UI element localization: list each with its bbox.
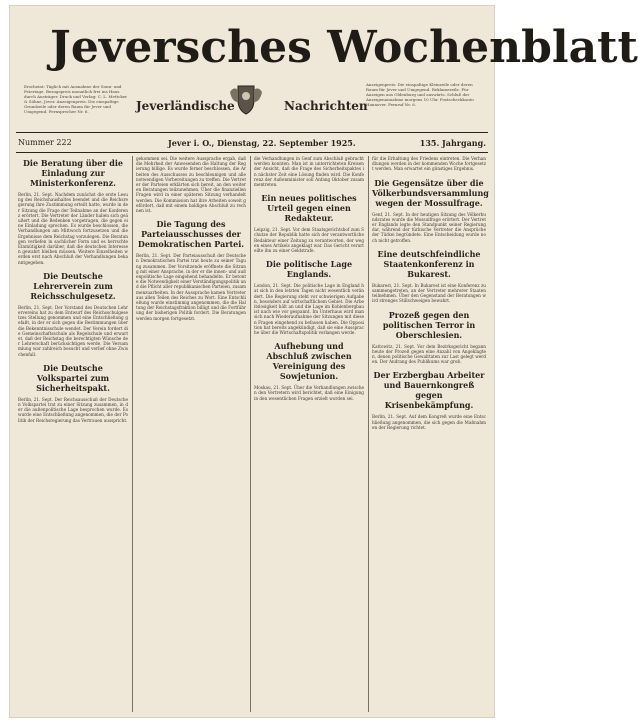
article <box>16 158 130 265</box>
column-4 <box>370 156 488 712</box>
column-divider <box>250 156 251 712</box>
dateline-rule <box>16 152 488 153</box>
article-body: Berlin, 21. Sept. Der Parteiausschuß der Deutschen Demokratischen Partei trat heute zu seiner Tagung zusammen. Der Vorsitzende eröffnete die Sitzung mit einer Ansprache, in der er die innen- und außenpolitische Lage eingehend behandelte. Er betonte die Notwendigkeit einer Verständigungspolitik und die Pflicht aller republikanischen Parteien, zusammenzuarbeiten. In der Aussprache kamen Vertreter aus allen Teilen des Reiches zu Wort. Eine Entschließung wurde einstimmig angenommen, die die Haltung der Reichstagsfraktion billigt und die Fortführung der bisherigen Politik fordert. Die Beratungen werden morgen fortgesetzt. <box>136 253 246 321</box>
article-body: Berlin, 21. Sept. Der Vorstand des Deutschen Lehrervereins hat zu dem Entwurf des Reichsschulgesetzes Stellung genommen und eine Entschließung gefaßt, in der er sich gegen die Bestimmungen über die Bekenntnisschule wendet. Der Verein fordert die Gemeinschaftsschule als Regelschule und erwartet, daß der Reichstag die berechtigten Wünsche der Lehrerschaft berücksichtigen werde. Die Versammlung war zahlreich besucht und verlief ohne Zwischenfall. <box>18 304 128 357</box>
issue-date: Jever i. O., Dienstag, 22. September 1925. <box>168 138 356 148</box>
masthead-subtitle-right: Nachrichten <box>284 99 368 113</box>
masthead-subtitle-left: Jeverländische <box>136 99 235 113</box>
article <box>370 178 488 243</box>
article-heading: Die Gegensätze über die Völkerbundsversammlung wegen der Mossulfrage. <box>372 177 489 208</box>
article-body: die Verhandlungen in Genf zum Abschluß gebracht werden konnten. Man ist in unterrichteten Kreisen der Ansicht, daß die Frage des Sicherheitspaktes in nächster Zeit eine Lösung finden wird. Die Konferenz der Außenminister soll Anfang Oktober zusammentreten. <box>254 156 364 188</box>
article-heading: Die Deutsche Lehrerverein zum Reichsschulgesetz. <box>30 270 116 301</box>
article-body: Genf, 21. Sept. In der heutigen Sitzung des Völkerbundsrates wurde die Mossulfrage erörtert. Der Vertreter Englands legte den Standpunkt seiner Regierung dar, während der türkische Vertreter die Ansprüche der Türkei begründete. Eine Entscheidung wurde noch nicht getroffen. <box>372 211 486 243</box>
article-body: Kattowitz, 21. Sept. Vor dem Bezirksgericht begann heute der Prozeß gegen eine Anzahl von Angeklagten, denen politische Gewalttaten zur Last gelegt werden. Der Andrang des Publikums war groß. <box>372 343 486 365</box>
article-heading: Die politische Lage Englands. <box>265 259 353 280</box>
article-body: gekommen sei. Die weitere Aussprache ergab, daß die Mehrheit der Anwesenden die Haltung der Regierung billige. Es wurde ferner beschlossen, die Arbeiten des Ausschusses zu beschleunigen und alle notwendigen Vorbereitungen zu treffen. Die Vertreter der Parteien erklärten sich bereit, an den weiteren Beratungen teilzunehmen. Über die finanziellen Fragen wird in einer späteren Sitzung verhandelt werden. Die Kommission hat ihre Arbeiten soweit gefördert, daß mit einem baldigen Abschluß zu rechnen ist. <box>136 156 246 214</box>
article <box>370 156 488 172</box>
article <box>16 271 130 357</box>
article <box>252 193 366 253</box>
article-body: Moskau, 21. Sept. Über die Verhandlungen zwischen den Vertretern wird berichtet, daß eine Einigung in den wesentlichen Fragen erzielt worden sei. <box>254 385 364 401</box>
article-body: Berlin, 21. Sept. Auf dem Kongreß wurde eine Entschließung angenommen, die sich gegen die Maßnahmen der Regierung richtet. <box>372 414 486 430</box>
article <box>134 156 248 213</box>
article <box>370 249 488 304</box>
article-heading: Die Tagung des Parteiausschusses der Demokratischen Partei. <box>137 219 245 250</box>
article-body: Berlin, 21. Sept. Der Reichsausschuß der Deutschen Volkspartei trat zu einer Sitzung zusammen, in der die außenpolitische Lage besprochen wurde. Es wurde eine Entschließung angenommen, die der Politik der Reichsregierung das Vertrauen ausspricht. <box>18 396 128 423</box>
article <box>252 259 366 335</box>
column-3 <box>252 156 366 712</box>
article <box>16 363 130 423</box>
column-1 <box>16 156 130 712</box>
article <box>370 370 488 430</box>
masthead-left-info: Erscheint: Täglich mit Ausnahme der Sonn- und Feiertage. Bezugspreis monatlich frei ins Haus durch Austräger. Druck und Verlag: C. L. Mettcker & Söhne, Jever. Anzeigenpreis: Die einspaltige Grundzeile oder deren Raum für Jever und Umgegend. Fernsprecher Nr. 6. <box>24 84 128 114</box>
article-heading: Ein neues politisches Urteil gegen einen Redakteur. <box>261 193 357 224</box>
article <box>134 219 248 321</box>
column-divider <box>368 156 369 712</box>
masthead <box>16 10 638 130</box>
dateline <box>18 136 488 150</box>
article-heading: Prozeß gegen den politischen Terror in Oberschlesien. <box>382 309 476 340</box>
article-body: für die Erhaltung des Friedens eintreten. Die Verhandlungen werden in der kommenden Woche fortgesetzt werden. Man erwartet ein günstiges Ergebnis. <box>372 156 486 172</box>
article-heading: Die Deutsche Volkspartei zum Sicherheitspakt. <box>36 362 110 393</box>
column-divider <box>132 156 133 712</box>
issue-number: Nummer 222 <box>18 138 72 147</box>
article-body: Bukarest, 21. Sept. In Bukarest ist eine Konferenz zusammengetreten, an der Vertreter mehrerer Staaten teilnehmen. Über den Gegenstand der Beratungen wird strenges Stillschweigen bewahrt. <box>372 282 486 304</box>
article <box>252 341 366 401</box>
article-body: Berlin, 21. Sept. Nachdem zunächst die erste Lesung des Reichshaushaltes beendet und die Reichsregierung ihre Zustimmung erteilt hatte, wurde in der Sitzung die Frage der Teilnahme an der Konferenz erörtert. Die Vertreter der Länder haben sich geäußert und die Bedenken vorgetragen, die gegen eine Einladung sprechen. Es wurde beschlossen, die Verhandlungen am Mittwoch fortzusetzen und die Ergebnisse dem Reichstag vorzulegen. Die Beratungen verliefen in sachlicher Form und es herrschte Einmütigkeit darüber, daß die deutschen Interessen gewahrt bleiben müssen. Weitere Einzelheiten werden erst nach Abschluß der Verhandlungen bekanntgegeben. <box>18 192 128 265</box>
article-heading: Eine deutschfeindliche Staatenkonferenz in Bukarest. <box>377 248 481 279</box>
article-heading: Der Erzbergbau Arbeiter und Bauernkongreß gegen Krisenbekämpfung. <box>373 370 485 411</box>
newspaper-title: Jeversches Wochenblatt <box>50 22 638 73</box>
article-body: London, 21. Sept. Die politische Lage in England hat sich in den letzten Tagen nicht wesentlich verändert. Die Regierung steht vor schwierigen Aufgaben, besonders auf wirtschaftlichem Gebiet. Die Arbeitslosigkeit hält an und die Lage im Kohlenbergbau ist nach wie vor gespannt. Im Unterhaus wird man sich nach Wiederaufnahme der Sitzungen mit diesen Fragen eingehend zu befassen haben. Die Opposition hat bereits angekündigt, daß sie eine Aussprache über die Wirtschaftspolitik verlangen werde. <box>254 283 364 336</box>
article <box>252 156 366 187</box>
article-heading: Die Beratung über die Einladung zur Ministerkonferenz. <box>22 158 124 188</box>
masthead-rule <box>16 132 488 133</box>
volume-year: 135. Jahrgang. <box>419 138 486 148</box>
coat-of-arms-icon <box>226 82 266 116</box>
article-body: Leipzig, 21. Sept. Vor dem Staatsgerichtshof zum Schutze der Republik hatte sich der verantwortliche Redakteur einer Zeitung zu verantworten, der wegen eines Artikels angeklagt war. Das Gericht verurteilte ihn zu einer Geldstrafe. <box>254 227 364 254</box>
masthead-right-info: Anzeigenpreis: Die einspaltige Kleinzeile oder deren Raum für Jever und Umgegend. Reklamezeile. Für Anzeigen aus Oldenburg und auswärts. Schluß der Anzeigenannahme morgens 10 Uhr. Postscheckkonto Hannover. Fernruf Nr. 6. <box>366 82 474 107</box>
newspaper-page <box>10 6 638 717</box>
column-2 <box>134 156 248 712</box>
article <box>370 310 488 365</box>
article-heading: Aufhebung und Abschluß zwischen Vereinigung des Sowjetunion. <box>266 341 352 382</box>
